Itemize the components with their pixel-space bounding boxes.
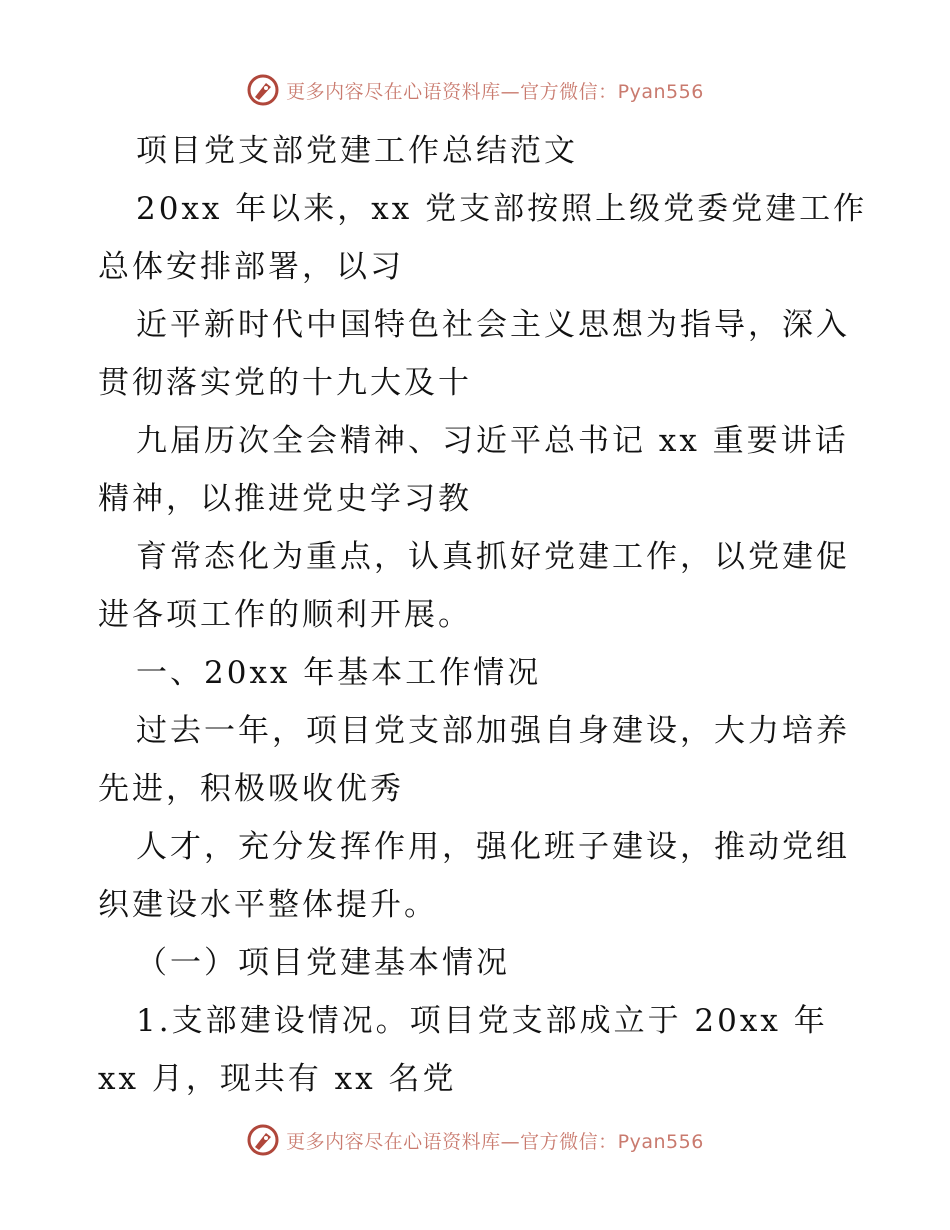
document-title: 项目党支部党建工作总结范文 xyxy=(136,133,578,169)
paragraph-line: 进各项工作的顺利开展。 xyxy=(98,597,472,633)
footer-banner-text: 更多内容尽在心语资料库—官方微信：Pyan556 xyxy=(286,1130,704,1153)
paragraph-line: 过去一年，项目党支部加强自身建设，大力培养 xyxy=(136,713,850,749)
pen-nib-logo-icon xyxy=(246,73,280,107)
pen-nib-logo-icon xyxy=(246,1123,280,1157)
paragraph-line: 织建设水平整体提升。 xyxy=(98,887,438,923)
paragraph-line: 人才，充分发挥作用，强化班子建设，推动党组 xyxy=(136,829,850,865)
subsection-heading: （一）项目党建基本情况 xyxy=(136,945,510,981)
paragraph-line: xx 月，现共有 xx 名党 xyxy=(98,1061,457,1097)
footer-banner xyxy=(0,1120,950,1160)
paragraph-line: 精神，以推进党史学习教 xyxy=(98,481,472,517)
paragraph-line: 贯彻落实党的十九大及十 xyxy=(98,365,472,401)
paragraph-line: 20xx 年以来，xx 党支部按照上级党委党建工作 xyxy=(136,191,868,227)
paragraph-line: 先进，积极吸收优秀 xyxy=(98,771,404,807)
header-banner xyxy=(0,70,950,110)
paragraph-line: 育常态化为重点，认真抓好党建工作，以党建促 xyxy=(136,539,850,575)
section-heading: 一、20xx 年基本工作情况 xyxy=(136,655,542,691)
paragraph-line: 1.支部建设情况。项目党支部成立于 20xx 年 xyxy=(136,1003,828,1039)
document-body xyxy=(98,122,868,1108)
header-banner-text: 更多内容尽在心语资料库—官方微信：Pyan556 xyxy=(286,80,704,103)
paragraph-line: 近平新时代中国特色社会主义思想为指导，深入 xyxy=(136,307,850,343)
paragraph-line: 九届历次全会精神、习近平总书记 xx 重要讲话 xyxy=(136,423,849,459)
paragraph-line: 总体安排部署，以习 xyxy=(98,249,404,285)
